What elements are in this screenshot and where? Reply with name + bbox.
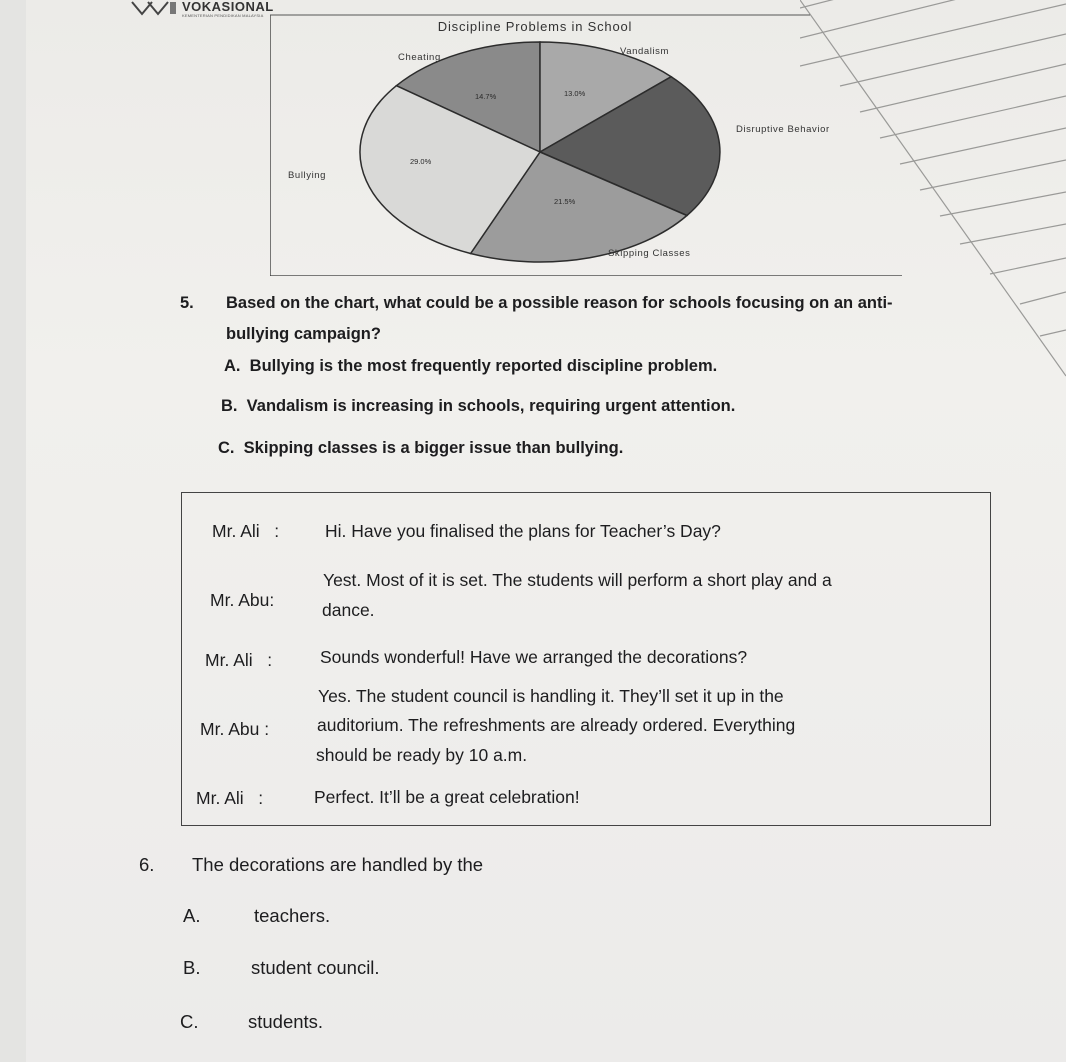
brand-name: VOKASIONAL	[182, 0, 274, 14]
question-5	[180, 288, 940, 350]
question-6-text: The decorations are handled by the	[192, 854, 484, 875]
question-6-option-c[interactable]	[180, 1011, 324, 1033]
dialogue-text: Sounds wonderful! Have we arranged the decorations?	[320, 647, 748, 667]
question-5-text: Based on the chart, what could be a possible reason for schools focusing on an anti-bullying campaign?	[226, 294, 893, 343]
dialogue-text: should be ready by 10 a.m.	[316, 745, 528, 765]
dialogue-speaker: Mr. Ali :	[205, 650, 273, 670]
dialogue-text: dance.	[322, 600, 375, 620]
dialogue-text: auditorium. The refreshments are already ordered. Everything	[317, 715, 796, 735]
category-label-bullying: Bullying	[288, 170, 327, 181]
pie-chart-panel	[270, 12, 902, 276]
category-label-disruptive-behavior: Disruptive Behavior	[736, 124, 830, 135]
option-text: Skipping classes is a bigger issue than bullying.	[243, 439, 624, 457]
value-label-bullying: 29.0%	[410, 157, 432, 166]
dialogue-speaker: Mr. Ali :	[212, 521, 280, 541]
brand-subtitle: KEMENTERIAN PENDIDIKAN MALAYSIA	[182, 13, 264, 18]
dialogue-text: Yes. The student council is handling it. They’ll set it up in the	[318, 686, 784, 706]
chart-title: Discipline Problems in School	[437, 19, 633, 34]
pie-chart	[270, 12, 902, 276]
question-5-option-b[interactable]	[221, 397, 735, 416]
dialogue-text: Perfect. It’ll be a great celebration!	[314, 787, 580, 807]
dialogue-text: Hi. Have you finalised the plans for Teacher’s Day?	[325, 521, 721, 541]
dialogue-speaker: Mr. Ali :	[196, 788, 264, 808]
option-letter: C.	[180, 1011, 199, 1032]
dialogue-text: Yest. Most of it is set. The students will perform a short play and a	[323, 570, 832, 590]
option-text: student council.	[251, 957, 380, 978]
option-letter: C.	[218, 439, 235, 457]
value-label-cheating: 14.7%	[475, 92, 497, 101]
option-letter: A.	[183, 905, 201, 926]
option-text: Vandalism is increasing in schools, requiring urgent attention.	[246, 397, 736, 415]
option-text: Bullying is the most frequently reported discipline problem.	[249, 357, 718, 375]
question-5-number: 5.	[180, 294, 194, 312]
category-label-skipping-classes: Skipping Classes	[608, 248, 691, 259]
question-6-option-b[interactable]	[183, 957, 380, 979]
dialogue-speaker: Mr. Abu :	[200, 719, 270, 739]
option-text: students.	[248, 1011, 324, 1032]
dialogue-speaker: Mr. Abu:	[210, 590, 275, 610]
option-letter: B.	[183, 957, 201, 978]
question-5-option-a[interactable]	[224, 357, 717, 376]
category-label-vandalism: Vandalism	[620, 46, 670, 57]
value-label-vandalism: 13.0%	[564, 89, 586, 98]
category-label-cheating: Cheating	[398, 52, 441, 63]
option-letter: A.	[224, 357, 241, 375]
option-letter: B.	[221, 397, 238, 415]
question-5-option-c[interactable]	[218, 439, 623, 458]
option-text: teachers.	[254, 905, 331, 926]
question-6-option-a[interactable]	[183, 905, 331, 927]
logo-icon	[130, 0, 178, 16]
question-6-number: 6.	[139, 854, 155, 875]
page-header	[130, 0, 274, 18]
value-label-skipping-classes: 21.5%	[554, 197, 576, 206]
